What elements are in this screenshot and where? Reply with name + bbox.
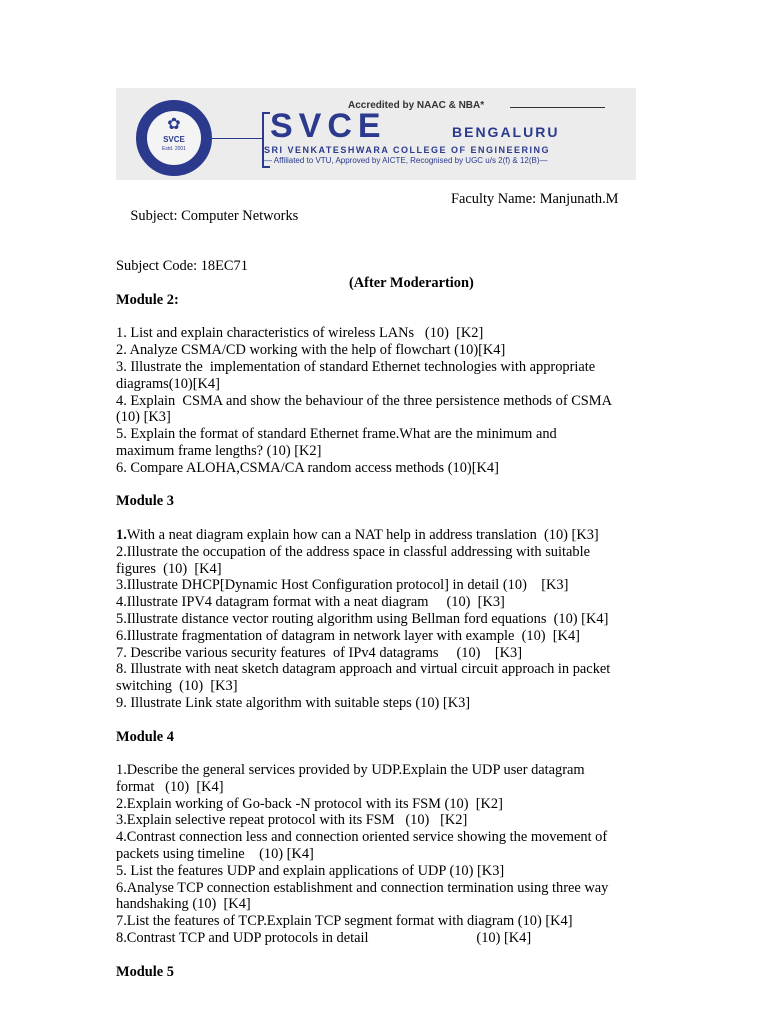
question-line: 8. Illustrate with neat sketch datagram approach and virtual circuit approach in packet [116, 661, 611, 678]
question-line: 3.Explain selective repeat protocol with its FSM (10) [K2] [116, 812, 468, 829]
question-line: 7.List the features of TCP.Explain TCP segment format with diagram (10) [K4] [116, 913, 573, 930]
question-line: handshaking (10) [K4] [116, 896, 251, 913]
brand-name: SVCE [270, 107, 387, 145]
question-line [116, 527, 656, 544]
question-line: 4.Illustrate IPV4 datagram format with a neat diagram (10) [K3] [116, 594, 505, 611]
module-3-heading: Module 3 [116, 493, 174, 510]
college-name: SRI VENKATESHWARA COLLEGE OF ENGINEERING [264, 145, 551, 155]
question-line: packets using timeline (10) [K4] [116, 846, 314, 863]
spacer [116, 510, 656, 527]
question-line: figures (10) [K4] [116, 560, 222, 577]
question-line: format (10) [K4] [116, 778, 224, 795]
spacer [116, 947, 656, 964]
subject-name: Subject: Computer Networks [130, 207, 299, 224]
question-line: 4. Explain CSMA and show the behaviour of the three persistence methods of CSMA [116, 392, 612, 409]
seal-established: Estd. 2001 [162, 146, 186, 152]
subject-row [116, 191, 656, 258]
module-4-heading: Module 4 [116, 728, 174, 745]
document-body [116, 191, 656, 980]
question-line: 5.Illustrate distance vector routing algorithm using Bellman ford equations (10) [K4] [116, 610, 609, 627]
accreditation-text: Accredited by NAAC & NBA* [348, 100, 485, 111]
question-line: 3.Illustrate DHCP[Dynamic Host Configuration protocol] in detail (10) [K3] [116, 577, 569, 594]
question-line: diagrams(10)[K4] [116, 375, 220, 392]
question-line: 5. Explain the format of standard Ethernet frame.What are the minimum and [116, 426, 557, 443]
question-text: With a neat diagram explain how can a NAT help in address translation (10) [K3] [126, 526, 599, 543]
question-line: 5. List the features UDP and explain applications of UDP (10) [K3] [116, 862, 505, 879]
spacer [116, 309, 656, 326]
question-line: 4.Contrast connection less and connection oriented service showing the movement of [116, 829, 608, 846]
logo-connector-line [212, 138, 262, 139]
module-2-heading: Module 2: [116, 291, 179, 308]
question-line: 1. List and explain characteristics of wireless LANs (10) [K2] [116, 325, 484, 342]
college-seal-logo [136, 100, 212, 176]
question-line: 2.Illustrate the occupation of the address space in classful addressing with suitable [116, 543, 590, 560]
seal-name: SVCE [163, 135, 185, 144]
question-line: 1.Describe the general services provided by UDP.Explain the UDP user datagram [116, 762, 585, 779]
faculty-name: Faculty Name: Manjunath.M [451, 191, 619, 207]
question-line: (10) [K3] [116, 409, 171, 426]
moderation-note: (After Moderartion) [349, 274, 474, 291]
question-line: maximum frame lengths? (10) [K2] [116, 442, 322, 459]
question-line: 6.Analyse TCP connection establishment and connection termination using three way [116, 879, 609, 896]
question-line: 6.Illustrate fragmentation of datagram in network layer with example (10) [K4] [116, 627, 580, 644]
question-number: 1. [116, 526, 127, 543]
spacer [116, 477, 656, 494]
subject-code: Subject Code: 18EC71 [116, 258, 248, 275]
question-line: switching (10) [K3] [116, 678, 238, 695]
spacer [116, 745, 656, 762]
module-5-heading: Module 5 [116, 963, 174, 980]
brand-city: BENGALURU [452, 124, 560, 140]
question-line: 2. Analyze CSMA/CD working with the help of flowchart (10)[K4] [116, 342, 506, 359]
question-line: 8.Contrast TCP and UDP protocols in detail (10) [K4] [116, 930, 532, 947]
affiliation-text: — Affiliated to VTU, Approved by AICTE, Recognised by UGC u/s 2(f) & 12(B)— [264, 156, 548, 165]
spacer [116, 712, 656, 729]
accreditation-rule [510, 107, 605, 108]
question-line: 2.Explain working of Go-back -N protocol with its FSM (10) [K2] [116, 795, 503, 812]
question-line: 9. Illustrate Link state algorithm with suitable steps (10) [K3] [116, 694, 471, 711]
lotus-icon: ✿ [167, 116, 181, 133]
question-line: 6. Compare ALOHA,CSMA/CA random access methods (10)[K4] [116, 459, 499, 476]
question-line: 3. Illustrate the implementation of standard Ethernet technologies with appropriate [116, 358, 596, 375]
question-line: 7. Describe various security features of IPv4 datagrams (10) [K3] [116, 644, 523, 661]
seal-inner [147, 111, 201, 165]
